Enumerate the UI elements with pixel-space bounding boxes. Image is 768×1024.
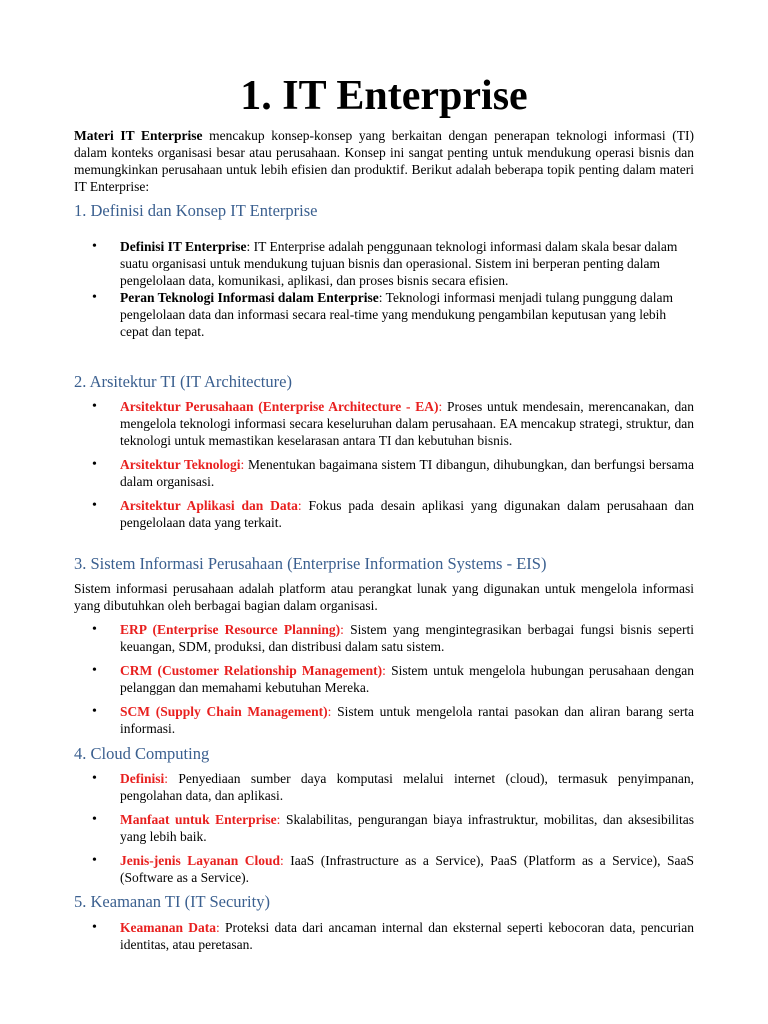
list-item xyxy=(74,497,694,531)
item-text: Sistem untuk mengelola rantai pasokan dan aliran barang serta informasi. xyxy=(120,704,694,736)
document-title: 1. IT Enterprise xyxy=(240,73,528,119)
item-term: Keamanan Data xyxy=(120,920,217,935)
item-text: Sistem yang mengintegrasikan berbagai fungsi bisnis seperti keuangan, SDM, produksi, dan distribusi dalam satu sistem. xyxy=(120,622,694,654)
item-colon: : xyxy=(240,457,245,472)
item-term: Jenis-jenis Layanan Cloud xyxy=(120,853,281,868)
item-colon: : xyxy=(280,853,284,868)
item-text: Menentukan bagaimana sistem TI dibangun, dihubungkan, dan berfungsi bersama dalam organisasi. xyxy=(120,457,694,489)
item-term: Definisi xyxy=(120,771,165,786)
section-3-intro: Sistem informasi perusahaan adalah platform atau perangkat lunak yang digunakan untuk mengelola informasi yang dibutuhkan oleh berbagai bagian dalam organisasi. xyxy=(74,581,694,613)
item-term: ERP (Enterprise Resource Planning) xyxy=(120,622,341,637)
item-text: Teknologi informasi menjadi tulang punggung dalam pengelolaan data dan informasi secara real-time yang mendukung pengambilan keputusan yang lebih cepat dan tepat. xyxy=(120,290,674,339)
item-colon: : xyxy=(327,704,332,719)
item-colon: : xyxy=(438,399,443,414)
intro-lead: Materi IT Enterprise xyxy=(74,128,203,143)
list-item xyxy=(74,703,694,737)
item-colon: : xyxy=(246,239,251,254)
section-5-heading: 5. Keamanan TI (IT Security) xyxy=(74,892,270,911)
item-colon: : xyxy=(340,622,344,637)
section-2-heading: 2. Arsitektur TI (IT Architecture) xyxy=(74,372,292,391)
item-term: Definisi IT Enterprise xyxy=(120,239,247,254)
intro-text: mencakup konsep-konsep yang berkaitan dengan penerapan teknologi informasi (TI) dalam konteks organisasi besar atau perusahaan. Konsep ini sangat penting untuk mendukung operasi bisnis dan memungkinkan perusahaan untuk lebih efisien dan produktif. Berikut adalah beberapa topik penting dalam materi IT Enterprise: xyxy=(74,128,694,194)
list-item xyxy=(74,811,694,845)
item-term: Manfaat untuk Enterprise xyxy=(120,812,277,827)
section-1-heading: 1. Definisi dan Konsep IT Enterprise xyxy=(74,201,318,220)
item-term: Arsitektur Teknologi xyxy=(120,457,241,472)
item-text: IaaS (Infrastructure as a Service), PaaS (Platform as a Service), SaaS (Software as a Service). xyxy=(120,853,694,885)
item-text: Fokus pada desain aplikasi yang digunakan dalam perusahaan dan pengelolaan data yang terkait. xyxy=(120,498,694,530)
item-term: CRM (Customer Relationship Management) xyxy=(120,663,383,678)
item-colon: : xyxy=(216,920,220,935)
item-text: Sistem untuk mengelola hubungan perusahaan dengan pelanggan dan memahami kebutuhan Mereka. xyxy=(120,663,694,695)
item-term: Arsitektur Perusahaan (Enterprise Architecture - EA) xyxy=(120,399,439,414)
list-item xyxy=(74,398,694,449)
item-text: IT Enterprise adalah penggunaan teknologi informasi dalam skala besar dalam suatu organisasi untuk mendukung tujuan bisnis dan operasional. Sistem ini berperan penting dalam pengelolaan data, komunikasi, aplikasi, dan proses bisnis secara efisien. xyxy=(120,239,678,288)
section-5-list xyxy=(74,919,694,953)
item-text: Proteksi data dari ancaman internal dan eksternal seperti kebocoran data, pencurian identitas, atau peretasan. xyxy=(120,920,695,952)
list-item xyxy=(74,621,694,655)
list-item xyxy=(74,662,694,696)
item-colon: : xyxy=(297,498,302,513)
section-1-list xyxy=(74,238,694,340)
list-item xyxy=(74,919,694,953)
section-3-heading: 3. Sistem Informasi Perusahaan (Enterprise Information Systems - EIS) xyxy=(74,554,547,573)
item-colon: : xyxy=(164,771,169,786)
section-2-list xyxy=(74,398,694,531)
item-colon: : xyxy=(378,290,383,305)
item-term: Arsitektur Aplikasi dan Data xyxy=(120,498,298,513)
section-4-list xyxy=(74,770,694,886)
item-text: Skalabilitas, pengurangan biaya infrastruktur, mobilitas, dan aksesibilitas yang lebih baik. xyxy=(120,812,694,844)
intro-paragraph xyxy=(74,127,694,195)
item-term: Peran Teknologi Informasi dalam Enterprise xyxy=(120,290,379,305)
item-text: Proses untuk mendesain, merencanakan, dan mengelola teknologi informasi secara keseluruhan dalam perusahaan. EA mencakup strategi, struktur, dan teknologi untuk memastikan keselarasan antara TI dan kebutuhan bisnis. xyxy=(120,399,694,448)
item-text: Penyediaan sumber daya komputasi melalui internet (cloud), termasuk penyimpanan, pengolahan data, dan aplikasi. xyxy=(120,771,694,803)
list-item xyxy=(74,456,694,490)
item-colon: : xyxy=(382,663,386,678)
list-item xyxy=(74,289,694,340)
section-3-list xyxy=(74,621,694,737)
list-item xyxy=(74,238,694,289)
list-item xyxy=(74,770,694,804)
list-item xyxy=(74,852,694,886)
section-4-heading: 4. Cloud Computing xyxy=(74,744,210,763)
item-colon: : xyxy=(276,812,281,827)
item-term: SCM (Supply Chain Management) xyxy=(120,704,328,719)
